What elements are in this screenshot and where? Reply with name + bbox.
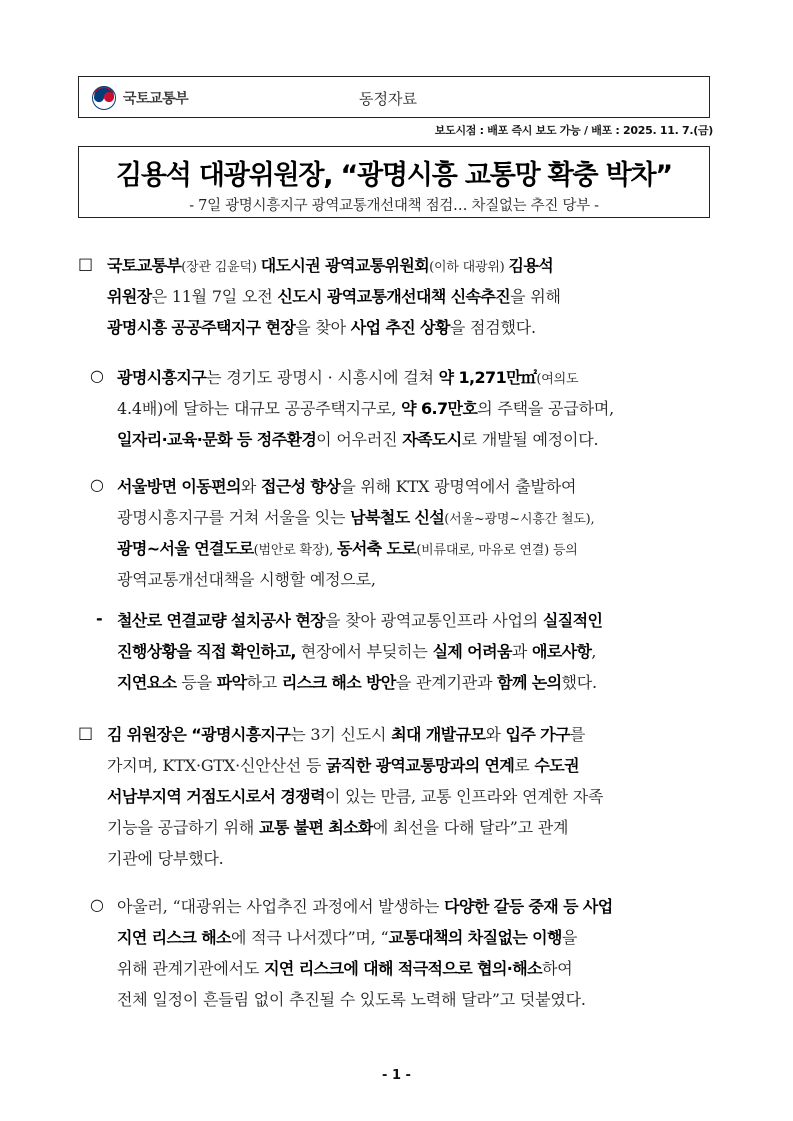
ministry-name: 국토교통부 <box>123 91 189 107</box>
page-number: - 1 - <box>382 1068 411 1083</box>
title-box <box>78 146 710 218</box>
paragraph-6-line-2: 지연 리스크 해소에 적극 나서겠다”며, “교통대책의 차질없는 이행을 <box>117 928 578 947</box>
ministry-logo <box>91 84 188 112</box>
paragraph-3-line-3: 광명~서울 연결도로(범안로 확장), 동서축 도로(비류대로, 마유로 연결) 등의 <box>117 539 578 558</box>
header-box <box>78 76 710 118</box>
paragraph-6-line-3: 위해 관계기관에서도 지연 리스크에 대해 적극적으로 협의·해소하여 <box>117 959 573 978</box>
dash-bullet: - <box>96 609 103 628</box>
circle-bullet: ○ <box>90 475 104 494</box>
headline: 김용석 대광위원장, “광명시흥 교통망 확충 박차” <box>116 160 672 191</box>
paragraph-3-line-2: 광명시흥지구를 거쳐 서울을 잇는 남북철도 신설(서울~광명~시흥간 철도), <box>117 508 595 527</box>
paragraph-1-line-3: 광명시흥 공공주택지구 현장을 찾아 사업 추진 상황을 점검했다. <box>107 318 536 337</box>
circle-bullet: ○ <box>90 366 104 385</box>
square-bullet: □ <box>78 254 94 273</box>
paragraph-5-line-2: 가지며, KTX·GTX·신안산선 등 굵직한 광역교통망과의 연계로 수도권 <box>107 756 579 775</box>
paragraph-6-line-1: 아울러, “대광위는 사업추진 과정에서 발생하는 다양한 갈등 중재 등 사업 <box>117 897 613 916</box>
paragraph-5-line-4: 기능을 공급하기 위해 교통 불편 최소화에 최선을 다해 달라”고 관계 <box>107 818 569 837</box>
paragraph-2-line-2: 4.4배)에 달하는 대규모 공공주택지구로, 약 6.7만호의 주택을 공급하며, <box>117 399 614 418</box>
circle-bullet: ○ <box>90 895 104 914</box>
paragraph-6-line-4: 전체 일정이 흔들림 없이 추진될 수 있도록 노력해 달라”고 덧붙였다. <box>117 990 586 1009</box>
document-type: 동정자료 <box>359 90 417 108</box>
paragraph-2-line-1: 광명시흥지구는 경기도 광명시 · 시흥시에 걸쳐 약 1,271만㎡(여의도 <box>117 368 579 387</box>
paragraph-1-line-1: 국토교통부(장관 김윤덕) 대도시권 광역교통위원회(이하 대광위) 김용석 <box>107 256 554 275</box>
paragraph-2-line-3: 일자리·교육·문화 등 정주환경이 어우러진 자족도시로 개발될 예정이다. <box>117 430 599 449</box>
square-bullet: □ <box>78 723 94 742</box>
subheadline: - 7일 광명시흥지구 광역교통개선대책 점검… 차질없는 추진 당부 - <box>189 198 599 214</box>
release-info: 보도시점 : 배포 즉시 보도 가능 / 배포 : 2025. 11. 7.(금) <box>434 124 713 137</box>
paragraph-4-line-3: 지연요소 등을 파악하고 리스크 해소 방안을 관계기관과 함께 논의했다. <box>117 673 597 692</box>
paragraph-5-line-1: 김 위원장은 “광명시흥지구는 3기 신도시 최대 개발규모와 입주 가구를 <box>107 725 586 744</box>
paragraph-5-line-3: 서남부지역 거점도시로서 경쟁력이 있는 만큼, 교통 인프라와 연계한 자족 <box>107 787 604 806</box>
paragraph-4-line-1: 철산로 연결교량 설치공사 현장을 찾아 광역교통인프라 사업의 실질적인 <box>117 611 603 630</box>
paragraph-3-line-4: 광역교통개선대책을 시행할 예정으로, <box>117 570 376 589</box>
paragraph-4-line-2: 진행상황을 직접 확인하고, 현장에서 부딪히는 실제 어려움과 애로사항, <box>117 642 597 661</box>
paragraph-1-line-2: 위원장은 11월 7일 오전 신도시 광역교통개선대책 신속추진을 위해 <box>107 287 561 306</box>
korea-emblem-icon <box>91 85 117 111</box>
paragraph-3-line-1: 서울방면 이동편의와 접근성 향상을 위해 KTX 광명역에서 출발하여 <box>117 477 577 496</box>
paragraph-5-line-5: 기관에 당부했다. <box>107 849 224 868</box>
